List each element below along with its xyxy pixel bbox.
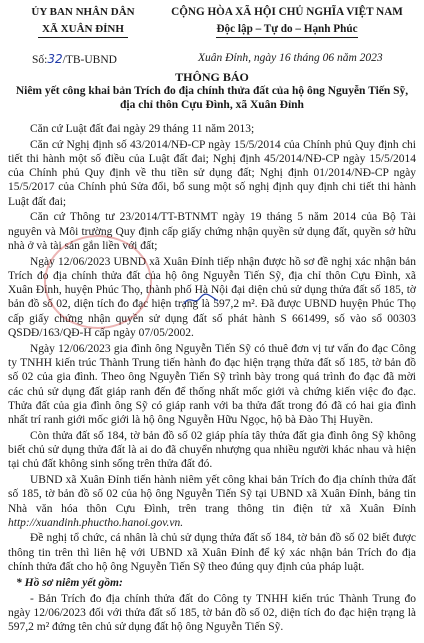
handwritten-number: 32 <box>47 52 63 66</box>
document-number <box>32 52 117 66</box>
agency-lower: XÃ XUÂN ĐỈNH <box>38 23 128 38</box>
issuing-agency <box>8 6 158 38</box>
national-header <box>150 6 424 38</box>
posting-text: UBND xã Xuân Đỉnh tiến hành niêm yết công khai bản Trích đo địa chính thửa đất số 185, tờ bản đồ số 02 của hộ ông Nguyễn Tiến Sỹ tại UBND xã Xuân Đỉnh, bảng tin Nhà văn hóa thôn Cựu Đình, trên trang thông tin điện tử xã Xuân Đỉnh <box>8 473 416 515</box>
paragraph-legal-basis-2: Căn cứ Nghị định số 43/2014/NĐ-CP ngày 15/5/2014 của Chính phủ Quy định chi tiết thi hành một số điều của Luật đất đai; Nghị định 45/2014/NĐ-CP ngày 15/5/2014 của Chính phủ Quy định về thu tiền sử dụng đất; Nghị định 01/2014/NĐ-CP ngày 15/5/2017 của Chính phủ Sửa đổi, bổ sung một số nghị định quy định chi tiết thi hành Luật đất đai; <box>8 138 416 208</box>
paragraph-posting <box>8 473 416 530</box>
place-date: Xuân Đỉnh, ngày 16 tháng 06 năm 2023 <box>198 52 383 64</box>
subtitle-line-1: Niêm yết công khai bản Trích đo địa chính thửa đất của hộ ông Nguyễn Tiến Sỹ, <box>15 85 409 97</box>
paragraph-dossier-item: - Bản Trích đo địa chính thửa đất do Công ty TNHH kiến trúc Thành Trung đo ngày 12/06/2023 đối với thửa đất số 185, tờ bản đồ số 02, diện tích đo đạc hiện trạng là 597,2 m² đứng tên chủ sử dụng đất hộ ông Nguyễn Tiến Sỹ. <box>8 592 416 634</box>
paragraph-legal-basis-1: Căn cứ Luật đất đai ngày 29 tháng 11 năm 2013; <box>30 123 255 135</box>
paragraph-request: Đề nghị tổ chức, cá nhân là chủ sử dụng thửa đất số 184, tờ bản đồ số 02 biết được thông tin trên thì liên hệ với UBND xã Xuân Đỉnh để ký xác nhận bản Trích đo địa chính thửa đất cho hộ ông Nguyễn Tiến Sỹ theo đúng quy định của pháp luật. <box>8 532 416 573</box>
paragraph-legal-basis-3: Căn cứ Thông tư 23/2014/TT-BTNMT ngày 19 tháng 5 năm 2014 của Bộ Tài nguyên và Môi trường Quy định cấp giấy chứng nhận quyền sử dụng đất, quyền sở hữu nhà ở và tài sản gắn liền với đất; <box>8 211 416 252</box>
subtitle-line-2: địa chỉ thôn Cựu Đình, xã Xuân Đỉnh <box>120 99 304 111</box>
nation-title: CỘNG HÒA XÃ HỘI CHỦ NGHĨA VIỆT NAM <box>171 6 403 18</box>
website-link[interactable]: http://xuandinh.phuctho.hanoi.gov.vn. <box>8 516 184 529</box>
section-heading: * Hồ sơ niêm yết gồm: <box>16 577 123 590</box>
agency-upper: ỦY BAN NHÂN DÂN <box>31 6 135 18</box>
doc-number-prefix: Số: <box>32 54 48 66</box>
paragraph-neighbor: Còn thửa đất số 184, tờ bản đồ số 02 giáp phía tây thửa đất gia đình ông Sỹ không biết chủ sử dụng thửa đất là ai do đã chuyển nhượng qua nhiều người khác nhau và hiện tại chủ đất không sinh sống trên thửa đất đó. <box>8 429 416 471</box>
paragraph-survey: Ngày 12/06/2023 gia đình ông Nguyễn Tiến Sỹ có thuê đơn vị tư vấn đo đạc Công ty TNHH kiến trúc Thành Trung tiến hành đo đạc hiện trạng thửa đất số 185, tờ bản đồ số 02 của gia đình. Theo ông Nguyễn Tiến Sỹ trình bày trong quá trình đo đạc đã mời các chủ sử dụng đất giáp ranh đến để thống nhất mốc giới và chứng kiến việc đo đạc. Thửa đất của gia đình ông Sỹ có giáp ranh với ba thửa đất trong đó đã có hai gia đình nhất trí ranh giới mốc giới là hộ ông Nguyễn Hữu Ngọc, hộ bà Đào Thị Huyền. <box>8 342 416 427</box>
document-body <box>8 122 416 636</box>
national-motto: Độc lập – Tự do – Hạnh Phúc <box>216 23 357 38</box>
document-title: THÔNG BÁO <box>175 70 249 84</box>
doc-number-suffix: /TB-UBND <box>62 54 117 66</box>
paragraph-receipt: Ngày 12/06/2023 UBND xã Xuân Đỉnh tiếp nhận được hồ sơ đề nghị xác nhận bản Trích đo địa chính thửa đất của hộ ông Nguyễn Tiến Sỹ, địa chỉ thôn Cựu Đình, xã Xuân Đỉnh, huyện Phúc Thọ, thành phố Hà Nội đại diện chủ sử dụng thửa đất số 185, tờ bản đồ số 02, diện tích đo đạc hiện trạng là 597,2 m². Đã được UBND huyện Phúc Thọ cấp giấy chứng nhận quyền sử dụng đất số phát hành S 661499, số vào sổ 00303 QSDĐ/163/QĐ-H cấp ngày 07/05/2002. <box>8 255 416 340</box>
document-subtitle <box>0 84 424 112</box>
